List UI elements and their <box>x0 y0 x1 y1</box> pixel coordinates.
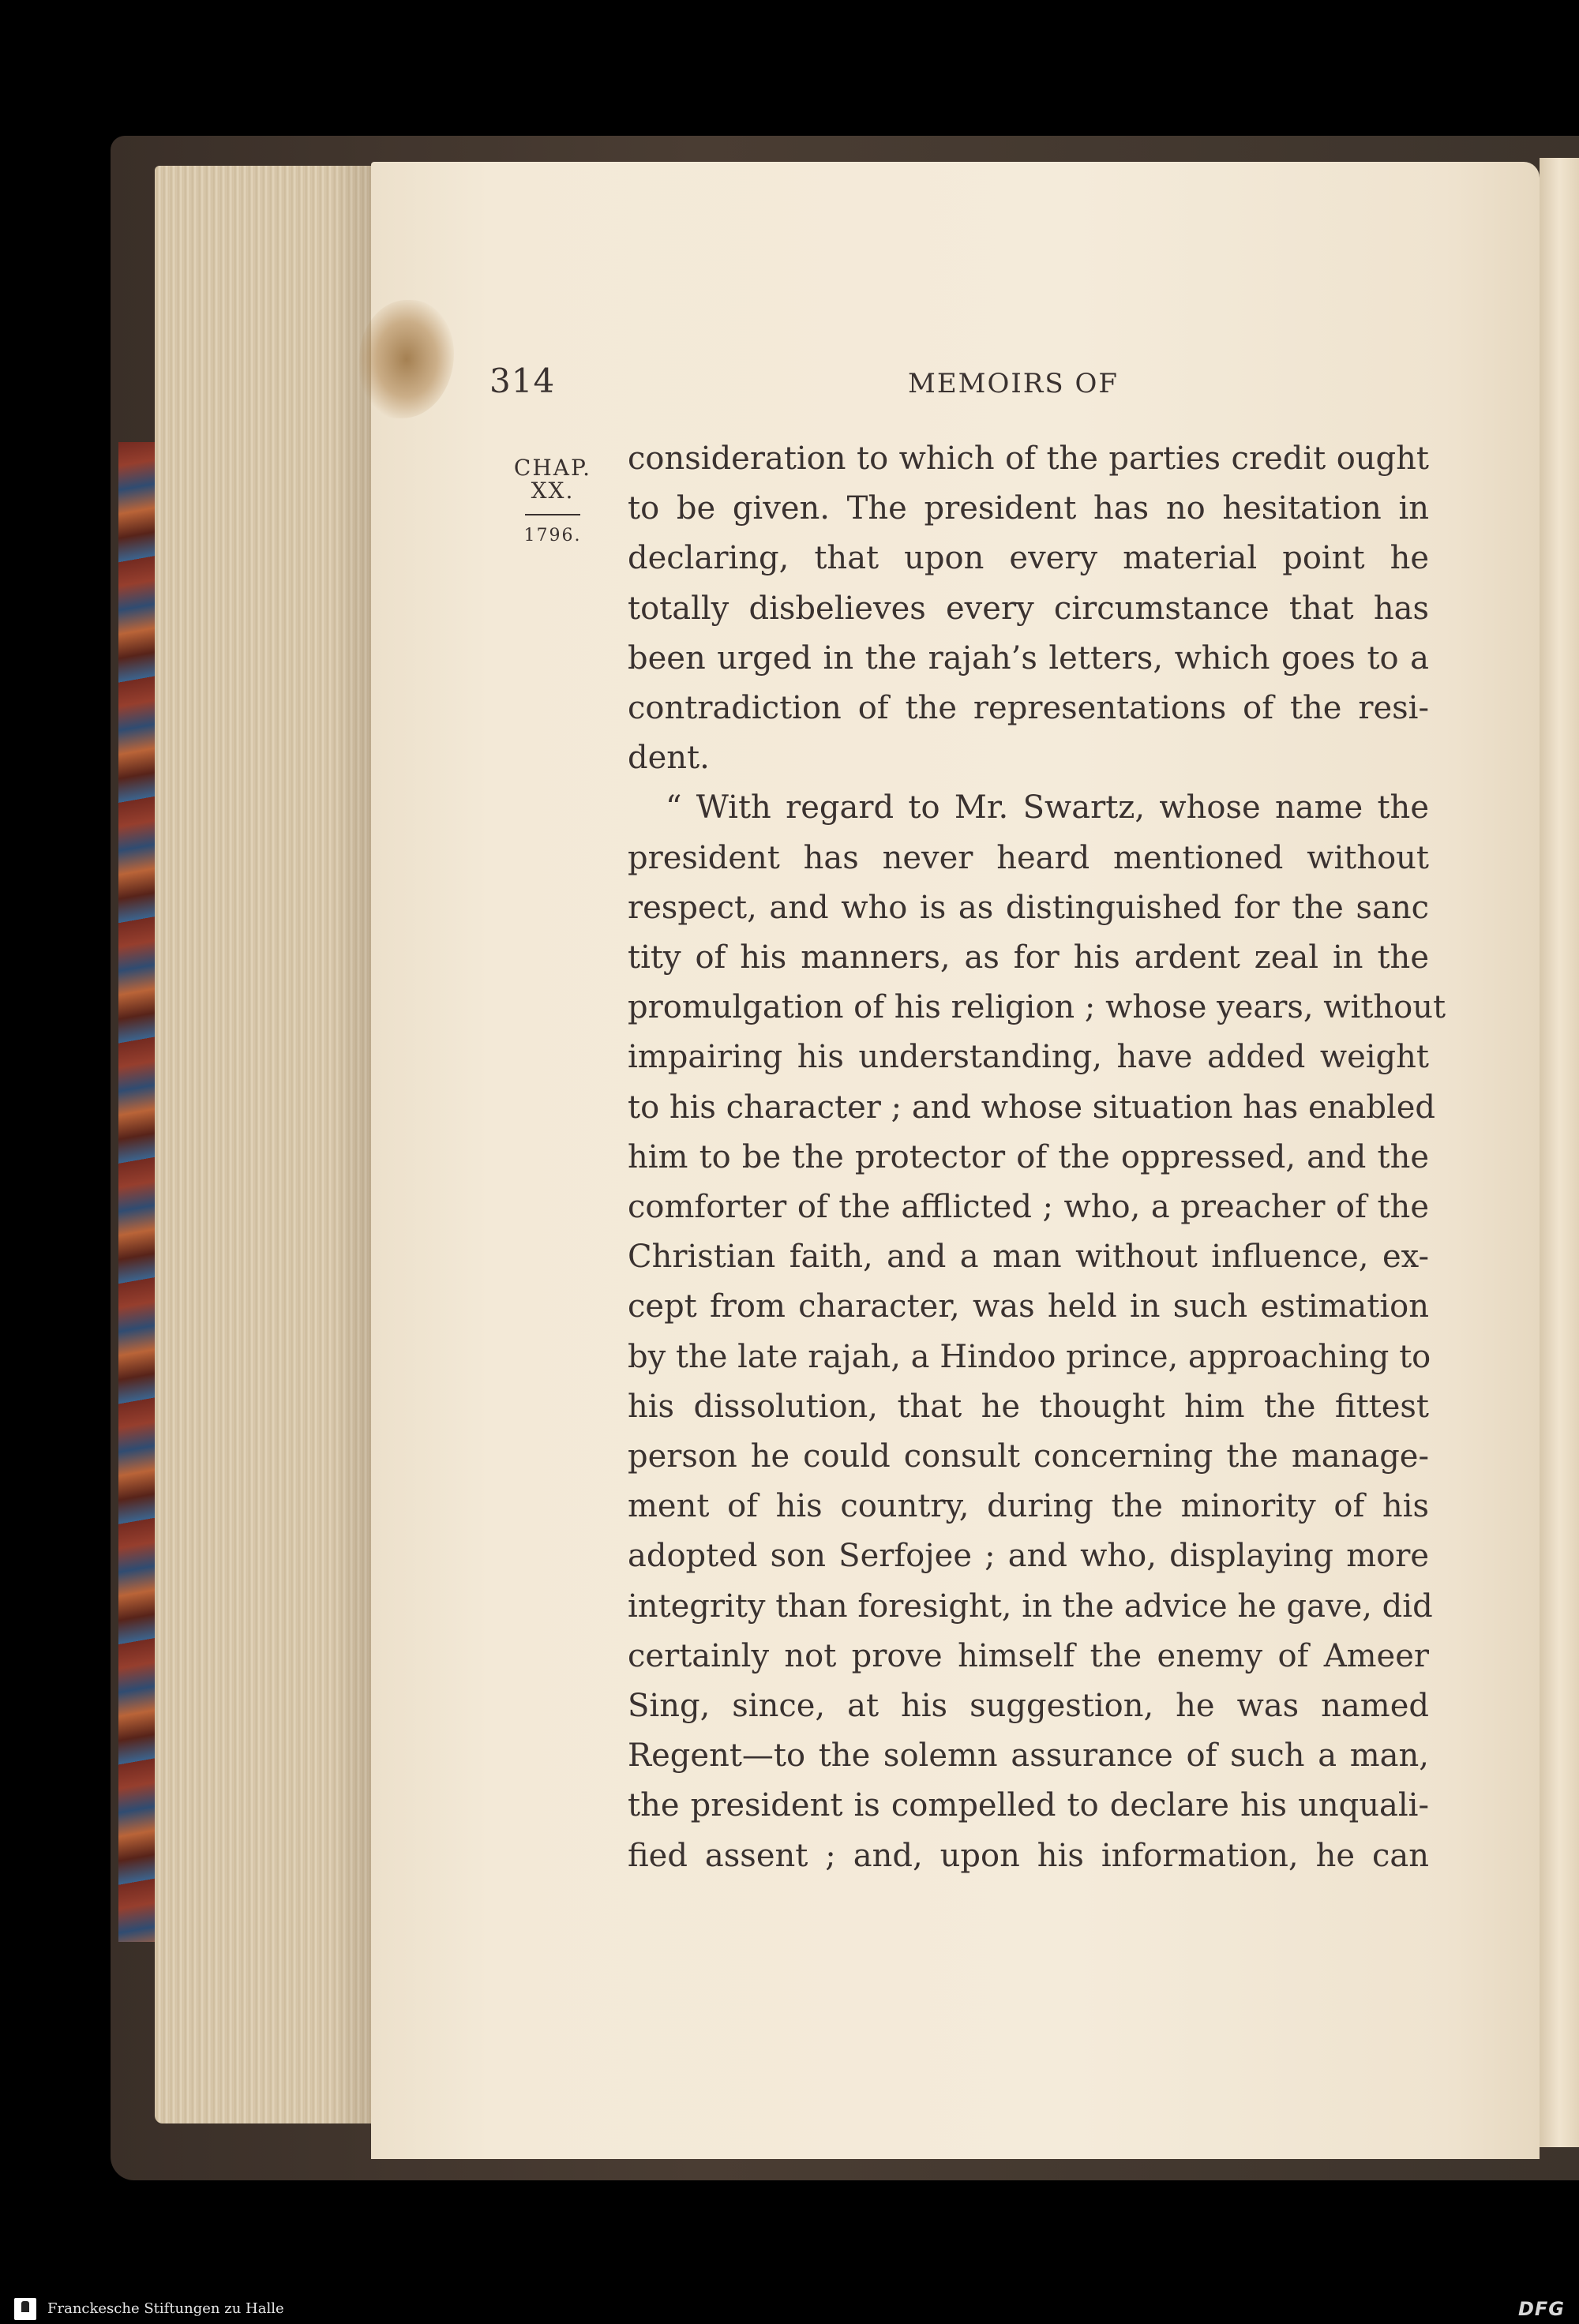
text-line: his dissolution, that he thought him the fittest <box>628 1388 1429 1425</box>
text-line: the president is compelled to declare his unquali- <box>628 1787 1429 1824</box>
text-line: dent. <box>628 740 710 777</box>
facing-page-edge <box>1540 158 1579 2147</box>
text-line: contradiction of the representations of the resi- <box>628 690 1429 727</box>
text-line: person he could consult concerning the manage- <box>628 1438 1429 1475</box>
institution-logo-icon <box>14 2298 36 2320</box>
margin-year: 1796. <box>523 525 582 545</box>
text-line: Sing, since, at his suggestion, he was named <box>628 1688 1429 1725</box>
text-line: cept from character, was held in such estimation <box>628 1288 1429 1325</box>
text-line: adopted son Serfojee ; and who, displaying more <box>628 1538 1429 1575</box>
text-line: by the late rajah, a Hindoo prince, approaching to <box>628 1338 1431 1375</box>
margin-note <box>505 456 600 545</box>
text-line: consideration to which of the parties credit ought <box>628 440 1429 477</box>
text-line: impairing his understanding, have added weight <box>628 1039 1429 1076</box>
text-line: certainly not prove himself the enemy of Ameer <box>628 1637 1429 1674</box>
text-line: Regent—to the solemn assurance of such a man, <box>628 1737 1429 1775</box>
text-line: him to be the protector of the oppressed, and the <box>628 1138 1429 1175</box>
text-line: declaring, that upon every material point he <box>628 540 1429 577</box>
chapter-label: CHAP. <box>513 455 592 481</box>
text-line: to be given. The president has no hesitation in <box>628 490 1429 527</box>
marbled-page-edge <box>118 442 155 1942</box>
text-line: president has never heard mentioned without <box>628 839 1429 876</box>
margin-rule <box>525 514 580 515</box>
text-line: totally disbelieves every circumstance that has <box>628 590 1429 627</box>
text-line: tity of his manners, as for his ardent zeal in the <box>628 939 1429 976</box>
chapter-number: XX. <box>531 478 575 504</box>
text-line: to his character ; and whose situation has enabled <box>628 1089 1435 1126</box>
text-line: ment of his country, during the minority of his <box>628 1488 1429 1525</box>
text-line: been urged in the rajah’s letters, which goes to a <box>628 639 1429 677</box>
text-line: “ With regard to Mr. Swartz, whose name the <box>666 789 1429 827</box>
text-line: comforter of the afflicted ; who, a preacher of the <box>628 1189 1429 1226</box>
text-line: Christian faith, and a man without influence, ex- <box>628 1239 1429 1276</box>
footer-bar <box>0 2295 1579 2324</box>
text-line: fied assent ; and, upon his information, he can <box>628 1837 1429 1874</box>
page-number: 314 <box>489 362 556 400</box>
body-text <box>628 434 1446 1881</box>
institution-name: Franckesche Stiftungen zu Halle <box>47 2300 284 2317</box>
running-head: MEMOIRS OF <box>908 368 1119 399</box>
text-line: integrity than foresight, in the advice he gave, did <box>628 1587 1433 1625</box>
text-line: respect, and who is as distinguished for the sanc <box>628 889 1429 926</box>
text-line: promulgation of his religion ; whose years, without <box>628 989 1446 1026</box>
dfg-logo: DFG <box>1517 2298 1565 2320</box>
